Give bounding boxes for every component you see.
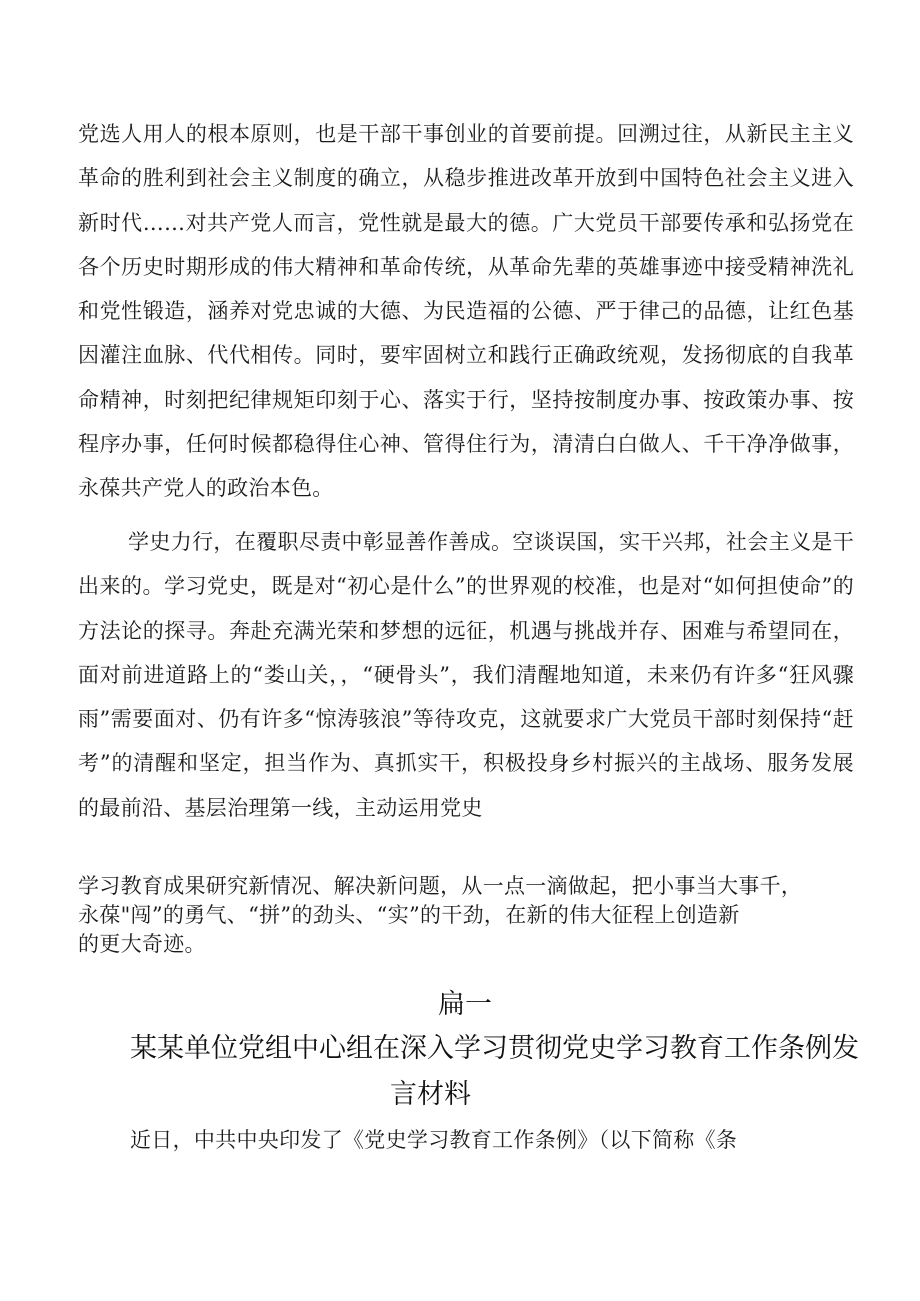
body-paragraph-1: 党选人用人的根本原则，也是干部干事创业的首要前提。回溯过往，从新民主主义革命的胜利到社会主义制度的确立，从稳步推进改革开放到中国特色社会主义进入新时代……对共产党人而言，党性就是最大的德。广大党员干部要传承和弘扬党在各个历史时期形成的伟大精神和革命传统，从革命先辈的英雄事迹中接受精神洗礼和党性锻造，涵养对党忠诚的大德、为民造福的公德、严于律己的品德，让红色基因灌注血脉、代代相传。同时，要牢固树立和践行正确政统观，发扬彻底的自我革命精神，时刻把纪律规矩印刻于心、落实于行，坚持按制度办事、按政策办事、按程序办事，任何时候都稳得住心神、管得住行为，清清白白做人、千干净净做事，永葆共产党人的政治本色。 (78, 122, 854, 501)
section-label: 扁一 (438, 989, 492, 1020)
paragraph-3-line: 永葆"闯”的勇气、“拼”的劲头、“实”的干劲，在新的伟大征程上创造新 (78, 903, 740, 927)
article-title-line-1: 某某单位党组中心组在深入学习贯彻党史学习教育工作条例发 (130, 1033, 859, 1064)
paragraph-3-line: 的更大奇迹。 (78, 932, 206, 956)
article-title-line-2: 言材料 (390, 1079, 471, 1110)
body-paragraph-2: 学史力行，在覆职尽责中彰显善作善成。空谈误国，实干兴邦，社会主义是干出来的。学习党史，既是对“初心是什么”的世界观的校准，也是对“如何担使命”的方法论的探寻。奔赴充满光荣和梦想的远征，机遇与挑战并存、困难与希望同在，面对前进道路上的“娄山关，，“硬骨头”，我们清醒地知道，未来仍有许多“狂风骤雨”需要面对、仍有许多“惊涛骇浪”等待攻克，这就要求广大党员干部时刻保持“赶考”的清醒和坚定，担当作为、真抓实干，积极投身乡村振兴的主战场、服务发展的最前沿、基层治理第一线，主动运用党史 (78, 530, 854, 820)
body-paragraph-3 (78, 872, 854, 959)
paragraph-3-line: 学习教育成果研究新情况、解决新问题，从一点一滴做起，把小事当大事千， (78, 874, 803, 898)
body-paragraph-4: 近日，中共中央印发了《党史学习教育工作条例》（以下简称《条 (130, 1128, 738, 1152)
